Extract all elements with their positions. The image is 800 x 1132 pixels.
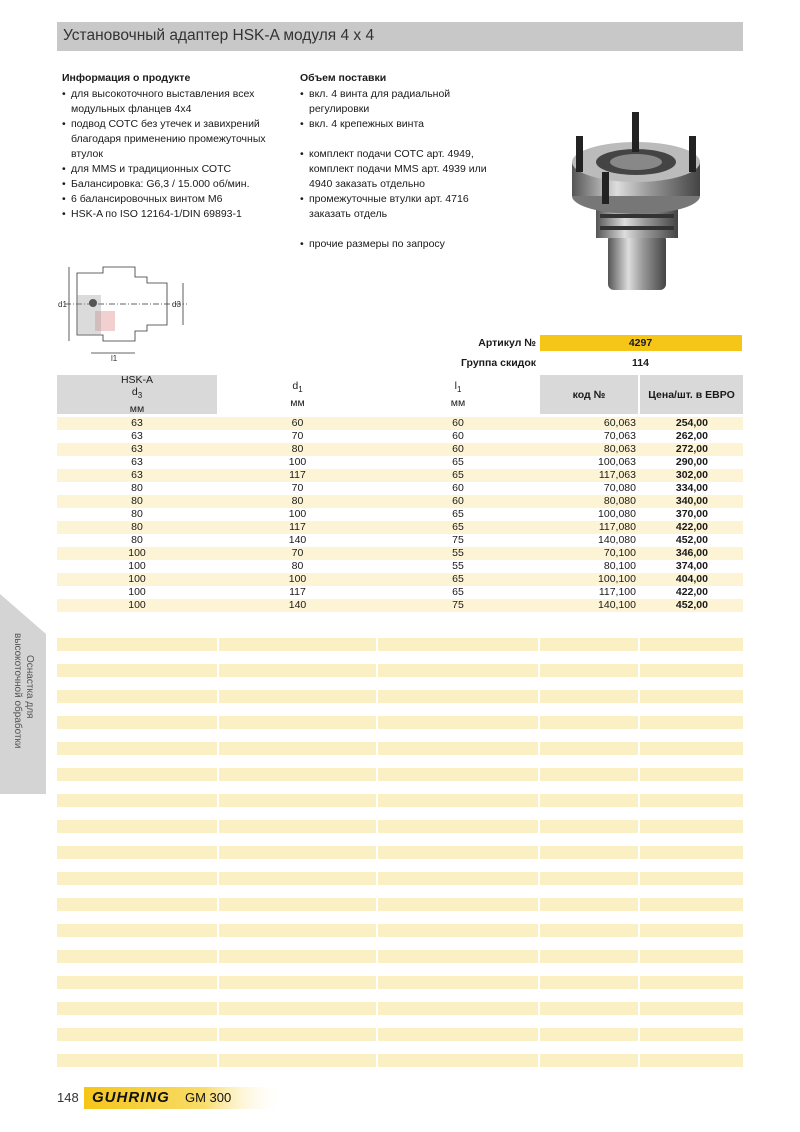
cell-code: 117,063	[598, 469, 636, 481]
cell-d3: 100	[128, 573, 146, 585]
d3-label: d3	[172, 300, 181, 309]
cell-l1: 60	[452, 443, 464, 455]
side-tab-line1: Оснастка для	[24, 655, 35, 719]
empty-cell	[57, 976, 217, 989]
empty-row	[57, 872, 743, 885]
cell-d3: 80	[131, 495, 143, 507]
empty-cell	[57, 638, 217, 651]
cell-d3: 100	[128, 560, 146, 572]
header-d1-sub: 1	[298, 385, 303, 395]
cell-d1: 60	[291, 417, 304, 429]
empty-row	[57, 1028, 743, 1041]
empty-cell	[219, 690, 376, 703]
empty-row	[57, 1054, 743, 1067]
cell-price: 374,00	[675, 560, 708, 572]
cell-d1: 140	[288, 534, 307, 546]
empty-cell	[219, 638, 376, 651]
cell-d3: 80	[131, 482, 143, 494]
cell-d3: 100	[128, 547, 146, 559]
header-l1	[378, 375, 538, 414]
empty-cell	[640, 1002, 743, 1015]
empty-row	[57, 768, 743, 781]
cell-d3: 100	[128, 599, 146, 611]
cell-l1: 65	[452, 521, 464, 533]
cell-price: 340,00	[675, 495, 708, 507]
header-price-label: Цена/шт. в ЕВРО	[648, 388, 735, 401]
empty-cell	[640, 976, 743, 989]
empty-row	[57, 846, 743, 859]
empty-cell	[219, 976, 376, 989]
list-item: • подвод СОТС без утечек и завихрений благодаря применению промежуточных втулок	[62, 117, 282, 162]
cell-d3: 63	[131, 430, 143, 442]
cell-l1: 60	[452, 430, 464, 442]
empty-cell	[219, 820, 376, 833]
empty-cell	[219, 1002, 376, 1015]
empty-cell	[640, 716, 743, 729]
header-code	[540, 375, 638, 414]
empty-cell	[540, 690, 638, 703]
header-d1-unit: мм	[290, 396, 305, 409]
header-l1-sub: 1	[456, 385, 462, 395]
empty-cell	[640, 1028, 743, 1041]
cell-price: 346,00	[675, 547, 708, 559]
empty-cell	[378, 794, 538, 807]
empty-cell	[540, 898, 638, 911]
page-title: Установочный адаптер HSK-A модуля 4 x 4	[63, 27, 375, 44]
cell-d1: 117	[289, 469, 306, 481]
empty-cell	[57, 690, 217, 703]
empty-row	[57, 742, 743, 755]
cell-price: 262,00	[675, 430, 708, 442]
catalog-name: GM 300	[185, 1090, 232, 1105]
empty-row	[57, 950, 743, 963]
empty-cell	[540, 768, 638, 781]
empty-cell	[540, 742, 638, 755]
empty-row	[57, 924, 743, 937]
cell-code: 80,080	[603, 495, 636, 507]
cell-code: 70,063	[603, 430, 636, 442]
cell-d3: 63	[131, 417, 143, 429]
cell-price: 302,00	[675, 469, 708, 481]
header-d3-letter: d	[131, 386, 138, 399]
cell-d1: 70	[291, 547, 304, 559]
list-item: • Балансировка: G6,3 / 15.000 об/мин.	[62, 177, 282, 192]
empty-cell	[57, 872, 217, 885]
empty-cell	[57, 1002, 217, 1015]
cell-l1: 75	[452, 599, 464, 611]
empty-cell	[540, 716, 638, 729]
empty-cell	[540, 794, 638, 807]
empty-row	[57, 690, 743, 703]
cell-code: 70,100	[603, 547, 636, 559]
side-tab-line2: высокоточной обработки	[12, 633, 23, 749]
list-item: • 6 балансировочных винтом М6	[62, 192, 282, 207]
scope-of-delivery	[300, 71, 510, 252]
cell-d3: 63	[131, 456, 143, 468]
list-item: • комплект подачи СОТС арт. 4949, комплект подачи MMS арт. 4939 или 4940 заказать отдельно	[300, 147, 510, 192]
cell-d1: 100	[288, 573, 307, 585]
cell-l1: 65	[452, 456, 464, 468]
cell-d1: 70	[291, 430, 304, 442]
list-item: • вкл. 4 крепежных винта	[300, 117, 510, 132]
side-tab-text	[2, 615, 42, 785]
cell-code: 100,100	[598, 573, 636, 585]
cell-d1: 117	[289, 586, 306, 598]
cell-code: 140,100	[598, 599, 636, 611]
cell-code: 80,063	[603, 443, 636, 455]
header-l1-letter: l	[454, 380, 457, 393]
table-row	[57, 599, 743, 612]
empty-cell	[378, 768, 538, 781]
empty-cell	[640, 820, 743, 833]
empty-cell	[378, 690, 538, 703]
cell-price: 290,00	[675, 456, 708, 468]
empty-cell	[219, 1028, 376, 1041]
cell-code: 117,100	[598, 586, 636, 598]
empty-cell	[378, 820, 538, 833]
empty-cell	[219, 924, 376, 937]
cell-l1: 65	[452, 508, 464, 520]
header-d3-sub: 3	[137, 391, 143, 401]
empty-cell	[219, 872, 376, 885]
cell-l1: 65	[452, 469, 464, 481]
empty-cell	[540, 846, 638, 859]
cell-code: 60,063	[603, 417, 636, 429]
scope-heading: Объем поставки	[300, 72, 387, 84]
empty-cell	[57, 664, 217, 677]
cell-price: 334,00	[675, 482, 708, 494]
empty-cell	[57, 1028, 217, 1041]
empty-cell	[219, 794, 376, 807]
discount-label: Группа скидок	[461, 357, 536, 369]
list-item: • прочие размеры по запросу	[300, 237, 510, 252]
table-row	[57, 430, 743, 443]
article-value: 4297	[628, 337, 653, 349]
list-item: • вкл. 4 винта для радиальной регулировки	[300, 87, 510, 117]
cell-l1: 75	[452, 534, 464, 546]
table-row	[57, 534, 743, 547]
empty-cell	[540, 1028, 638, 1041]
list-item: • для высокоточного выставления всех модульных фланцев 4x4	[62, 87, 282, 117]
cell-l1: 65	[452, 586, 464, 598]
empty-cell	[540, 950, 638, 963]
list-item: • для MMS и традиционных СОТС	[62, 162, 282, 177]
empty-cell	[57, 716, 217, 729]
cell-code: 80,100	[603, 560, 636, 572]
empty-cell	[540, 872, 638, 885]
d1-label: d1	[58, 300, 67, 309]
empty-cell	[378, 1054, 538, 1067]
empty-cell	[640, 924, 743, 937]
header-l1-symbol	[455, 380, 462, 396]
empty-cell	[540, 1002, 638, 1015]
table-row	[57, 495, 743, 508]
empty-cell	[640, 742, 743, 755]
cell-l1: 60	[452, 495, 464, 507]
discount-row	[0, 355, 800, 371]
empty-cell	[378, 976, 538, 989]
cell-code: 70,080	[603, 482, 636, 494]
table-row	[57, 469, 743, 482]
empty-row	[57, 638, 743, 651]
empty-cell	[378, 716, 538, 729]
empty-cell	[57, 898, 217, 911]
cell-code: 117,080	[598, 521, 636, 533]
cell-price: 370,00	[675, 508, 708, 520]
empty-cell	[57, 1054, 217, 1067]
empty-cell	[640, 846, 743, 859]
empty-cell	[640, 898, 743, 911]
cell-price: 422,00	[675, 586, 708, 598]
cell-code: 100,063	[598, 456, 636, 468]
header-hsk-a-label: HSK-A	[120, 374, 154, 387]
cell-l1: 65	[452, 573, 464, 585]
empty-cell	[378, 1028, 538, 1041]
empty-row	[57, 898, 743, 911]
header-l1-unit: мм	[450, 396, 466, 409]
cell-d3: 80	[131, 508, 143, 520]
empty-cell	[57, 846, 217, 859]
cell-d3: 80	[131, 521, 143, 533]
empty-cell	[540, 976, 638, 989]
empty-row	[57, 976, 743, 989]
empty-cell	[378, 924, 538, 937]
empty-cell	[540, 924, 638, 937]
empty-cell	[540, 664, 638, 677]
header-d3	[132, 386, 142, 402]
cell-d1: 80	[291, 443, 304, 455]
header-d1-symbol	[292, 380, 302, 396]
empty-cell	[57, 742, 217, 755]
empty-cell	[57, 820, 217, 833]
header-code-label: код №	[572, 388, 606, 401]
cell-d1: 117	[289, 521, 306, 533]
empty-cell	[640, 950, 743, 963]
product-photo	[556, 106, 706, 298]
empty-cell	[640, 794, 743, 807]
table-row	[57, 456, 743, 469]
table-row	[57, 586, 743, 599]
discount-value: 114	[632, 357, 649, 369]
article-label: Артикул №	[478, 337, 536, 349]
empty-cell	[640, 664, 743, 677]
empty-cell	[640, 690, 743, 703]
cell-d3: 80	[131, 534, 143, 546]
cell-d1: 100	[288, 508, 307, 520]
product-info	[62, 71, 282, 222]
empty-cell	[219, 768, 376, 781]
cell-price: 254,00	[675, 417, 708, 429]
empty-cell	[219, 742, 376, 755]
empty-cell	[57, 924, 217, 937]
header-d1	[219, 375, 376, 414]
cell-l1: 55	[452, 547, 464, 559]
empty-cell	[219, 716, 376, 729]
cell-d1: 140	[288, 599, 307, 611]
cell-d3: 63	[131, 443, 143, 455]
empty-cell	[219, 898, 376, 911]
title-bar	[57, 22, 743, 51]
empty-cell	[219, 1054, 376, 1067]
empty-cell	[540, 638, 638, 651]
empty-cell	[219, 950, 376, 963]
empty-row	[57, 1002, 743, 1015]
empty-cell	[378, 846, 538, 859]
empty-cell	[640, 872, 743, 885]
cell-d3: 63	[131, 469, 143, 481]
cell-d1: 100	[288, 456, 307, 468]
product-info-heading: Информация о продукте	[62, 72, 191, 84]
empty-cell	[640, 638, 743, 651]
article-row	[0, 335, 800, 351]
cell-d1: 70	[291, 482, 304, 494]
empty-cell	[219, 846, 376, 859]
list-item: • промежуточные втулки арт. 4716 заказать отдель	[300, 192, 510, 222]
cell-code: 140,080	[598, 534, 636, 546]
empty-cell	[540, 820, 638, 833]
empty-cell	[640, 768, 743, 781]
empty-cell	[640, 1054, 743, 1067]
cell-l1: 60	[452, 417, 464, 429]
empty-cell	[57, 794, 217, 807]
cell-l1: 55	[452, 560, 464, 572]
table-row	[57, 417, 743, 430]
empty-row	[57, 794, 743, 807]
cell-price: 452,00	[675, 534, 708, 546]
empty-cell	[378, 872, 538, 885]
cell-price: 452,00	[675, 599, 708, 611]
empty-cell	[57, 950, 217, 963]
header-hsk-a	[57, 375, 217, 414]
brand-logo: GUHRING	[92, 1089, 170, 1106]
empty-row	[57, 664, 743, 677]
header-d3-unit: мм	[129, 402, 145, 415]
header-price	[640, 375, 743, 414]
empty-row	[57, 820, 743, 833]
table-row	[57, 560, 743, 573]
cell-price: 272,00	[675, 443, 708, 455]
table-row	[57, 573, 743, 586]
empty-cell	[378, 950, 538, 963]
cell-price: 422,00	[675, 521, 708, 533]
cell-code: 100,080	[598, 508, 636, 520]
cell-d1: 80	[291, 495, 304, 507]
empty-cell	[378, 742, 538, 755]
cell-l1: 60	[452, 482, 464, 494]
empty-cell	[219, 664, 376, 677]
cell-d1: 80	[291, 560, 304, 572]
empty-cell	[378, 1002, 538, 1015]
empty-cell	[378, 664, 538, 677]
empty-cell	[378, 898, 538, 911]
table-row	[57, 521, 743, 534]
cell-d3: 100	[128, 586, 146, 598]
empty-cell	[378, 638, 538, 651]
table-row	[57, 443, 743, 456]
empty-cell	[57, 768, 217, 781]
page-number: 148	[57, 1090, 79, 1105]
empty-cell	[540, 1054, 638, 1067]
l1-label: l1	[111, 354, 118, 363]
table-row	[57, 482, 743, 495]
cell-price: 404,00	[675, 573, 708, 585]
list-item: • HSK-A по ISO 12164-1/DIN 69893-1	[62, 207, 282, 222]
header-d1-letter: d	[292, 380, 299, 393]
table-row	[57, 547, 743, 560]
table-row	[57, 508, 743, 521]
empty-row	[57, 716, 743, 729]
